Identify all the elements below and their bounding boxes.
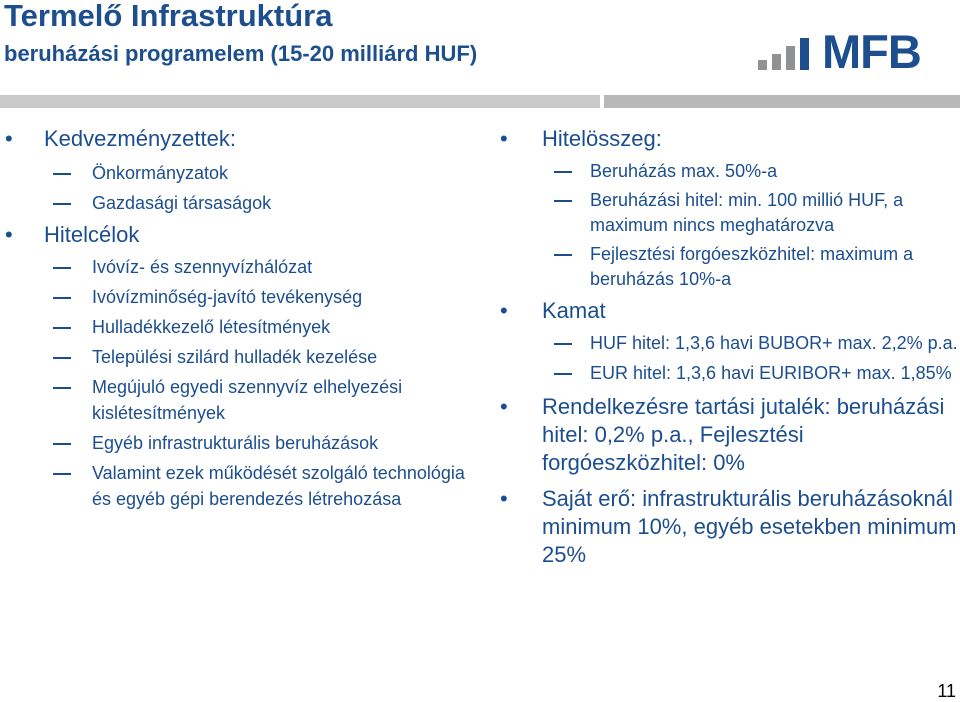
logo-bar-3 xyxy=(786,46,795,70)
mfb-logo xyxy=(758,25,958,78)
sub-bullet: Fejlesztési forgóeszközhitel: maximum a beruházás 10%-a xyxy=(494,242,960,292)
right-bullet-list xyxy=(494,125,960,569)
sub-bullet: Ivóvíz- és szennyvízhálózat xyxy=(0,254,470,280)
bullet-beneficiaries: • Kedvezményzettek: xyxy=(0,125,470,153)
header-divider-right xyxy=(604,95,960,108)
bullet-own-contribution: • Saját erő: infrastrukturális beruházásoknál minimum 10%, egyéb esetekben minimum 25% xyxy=(494,485,960,569)
logo-text: MFB xyxy=(822,25,921,78)
bullet-loan-purposes: • Hitelcélok xyxy=(0,221,470,249)
logo-bar-2 xyxy=(772,54,781,70)
sub-bullet: Önkormányzatok xyxy=(0,160,470,186)
sub-bullet: HUF hitel: 1,3,6 havi BUBOR+ max. 2,2% p.a. xyxy=(494,331,960,356)
sub-bullet: Ivóvízminőség-javító tevékenység xyxy=(0,284,470,310)
sub-bullet: EUR hitel: 1,3,6 havi EURIBOR+ max. 1,85% xyxy=(494,361,960,386)
slide-title: Termelő Infrastruktúra xyxy=(4,0,333,33)
logo-bar-4 xyxy=(800,38,809,70)
left-bullet-list xyxy=(0,125,470,512)
logo-bar-1 xyxy=(758,60,767,70)
sub-bullet: Valamint ezek működését szolgáló technológia és egyéb gépi berendezés létrehozása xyxy=(0,460,470,512)
bullet-commitment-fee: • Rendelkezésre tartási jutalék: beruházási hitel: 0,2% p.a., Fejlesztési forgóeszközhitel: 0% xyxy=(494,393,960,477)
slide-subtitle: beruházási programelem (15-20 milliárd HUF) xyxy=(4,41,478,66)
sub-bullet: Beruházás max. 50%-a xyxy=(494,159,960,184)
sub-bullet: Egyéb infrastrukturális beruházások xyxy=(0,430,470,456)
bullet-interest: • Kamat xyxy=(494,297,960,325)
sub-bullet: Gazdasági társaságok xyxy=(0,190,470,216)
sub-bullet: Települési szilárd hulladék kezelése xyxy=(0,344,470,370)
bullet-loan-amount: • Hitelösszeg: xyxy=(494,125,960,153)
sub-bullet: Megújuló egyedi szennyvíz elhelyezési kislétesítmények xyxy=(0,374,470,426)
sub-bullet: Hulladékkezelő létesítmények xyxy=(0,314,470,340)
page-number: 11 xyxy=(937,681,956,701)
sub-bullet: Beruházási hitel: min. 100 millió HUF, a maximum nincs meghatározva xyxy=(494,188,960,238)
header-divider-left xyxy=(0,95,600,108)
